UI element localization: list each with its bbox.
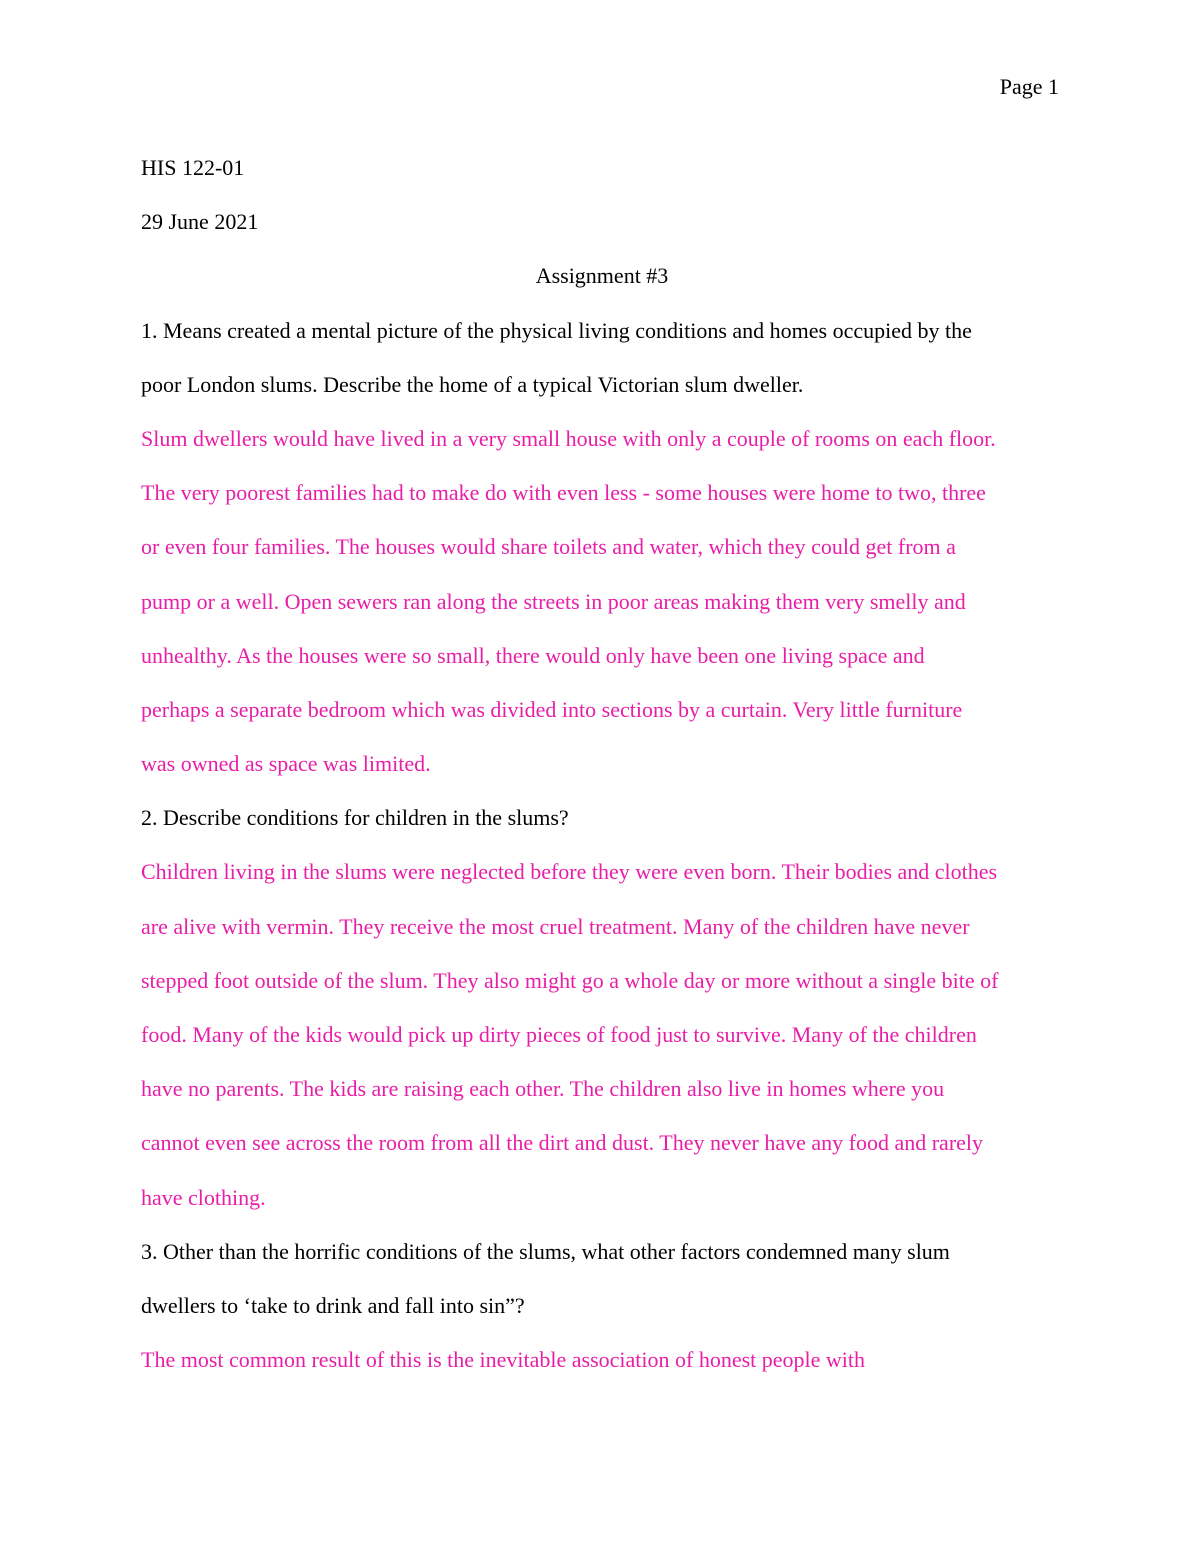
question-2 — [141, 791, 1063, 845]
answer-line: The very poorest families had to make do with even less - some houses were home to two, three — [141, 480, 986, 506]
answer-line: The most common result of this is the inevitable association of honest people with — [141, 1347, 866, 1373]
question-line: 2. Describe conditions for children in the slums? — [141, 805, 569, 831]
question-line: 1. Means created a mental picture of the physical living conditions and homes occupied by the — [141, 317, 972, 343]
answer-line: are alive with vermin. They receive the most cruel treatment. Many of the children have never — [141, 913, 970, 939]
answer-line: unhealthy. As the houses were so small, there would only have been one living space and — [141, 642, 925, 668]
answer-line: pump or a well. Open sewers ran along the streets in poor areas making them very smelly and — [141, 588, 966, 614]
question-line: 3. Other than the horrific conditions of the slums, what other factors condemned many slum — [141, 1238, 950, 1264]
answer-2 — [141, 845, 1063, 1224]
answer-line: stepped foot outside of the slum. They also might go a whole day or more without a single bite of — [141, 967, 999, 993]
answer-line: Children living in the slums were neglected before they were even born. Their bodies and clothes — [141, 859, 998, 885]
answer-line: was owned as space was limited. — [141, 751, 431, 777]
answer-line: have clothing. — [141, 1184, 266, 1210]
question-line: poor London slums. Describe the home of a typical Victorian slum dweller. — [141, 371, 804, 397]
page-number: Page 1 — [999, 74, 1059, 99]
answer-line: perhaps a separate bedroom which was divided into sections by a curtain. Very little furniture — [141, 696, 963, 722]
answer-line: Slum dwellers would have lived in a very small house with only a couple of rooms on each floor. — [141, 425, 996, 451]
answer-line: cannot even see across the room from all the dirt and dust. They never have any food and rarely — [141, 1130, 984, 1156]
answer-line: or even four families. The houses would share toilets and water, which they could get from a — [141, 534, 956, 560]
answer-1 — [141, 412, 1063, 791]
question-3 — [141, 1225, 1063, 1333]
answer-3 — [141, 1333, 1063, 1387]
answer-line: food. Many of the kids would pick up dirty pieces of food just to survive. Many of the children — [141, 1022, 977, 1047]
question-1 — [141, 304, 1063, 412]
assignment-title: Assignment #3 — [535, 263, 669, 289]
question-line: dwellers to ‘take to drink and fall into sin”? — [141, 1292, 525, 1318]
date: 29 June 2021 — [141, 209, 259, 235]
course-code: HIS 122-01 — [141, 155, 245, 180]
document-body — [141, 141, 1063, 1387]
answer-line: have no parents. The kids are raising each other. The children also live in homes where you — [141, 1076, 945, 1102]
